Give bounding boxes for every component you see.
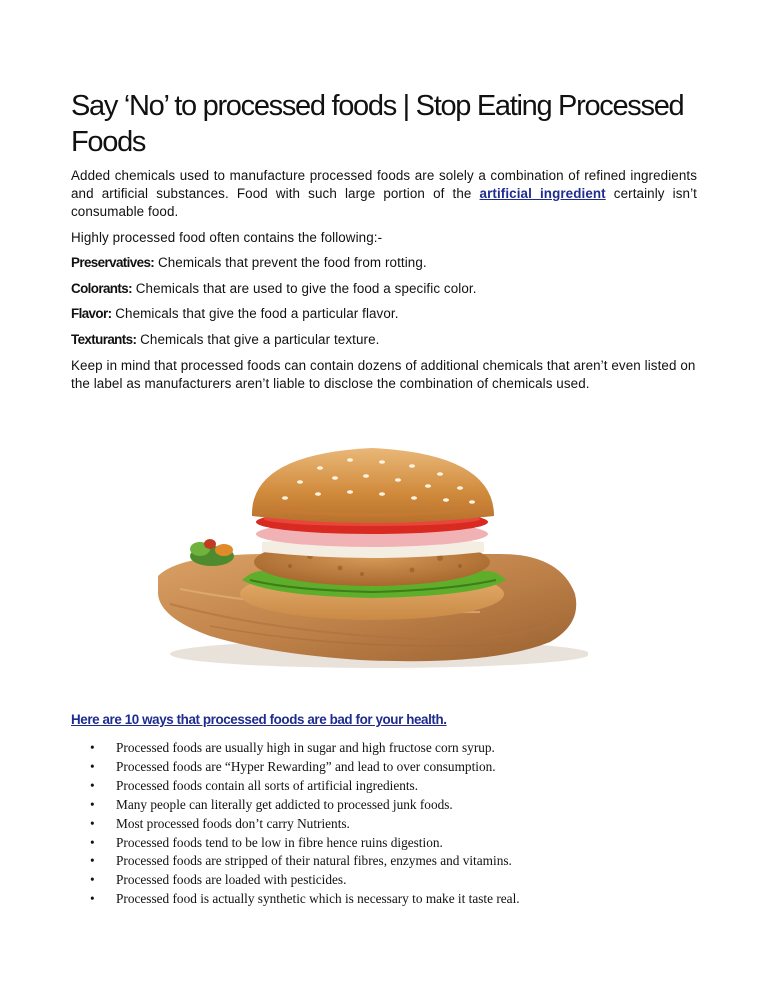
additive-term: Colorants:	[71, 281, 132, 296]
intro-paragraph	[71, 167, 697, 221]
bullet-dot: •	[90, 853, 95, 869]
list-item-text: Processed foods are “Hyper Rewarding” and lead to over consumption.	[116, 758, 496, 774]
bullet-dot: •	[90, 872, 95, 888]
bullet-dot: •	[90, 834, 95, 850]
bullet-dot: •	[90, 815, 95, 831]
list-item-text: Processed foods contain all sorts of artificial ingredients.	[116, 777, 419, 793]
additive-term: Texturants:	[71, 332, 137, 347]
additive-desc: Chemicals that prevent the food from rotting.	[154, 255, 427, 270]
bullet-dot: •	[90, 891, 95, 907]
list-item	[90, 758, 520, 777]
intro-text: Added chemicals used to manufacture processed foods are solely a combination of refined ingredients and artificial substances. Food with such large portion of the	[71, 168, 697, 201]
list-item-text: Processed foods are loaded with pesticides.	[116, 872, 347, 888]
list-item-text: Processed food is actually synthetic which is necessary to make it taste real.	[116, 891, 520, 907]
list-item	[90, 777, 520, 796]
additive-desc: Chemicals that give a particular texture.	[136, 332, 380, 347]
additive-preservatives	[71, 254, 427, 272]
bullet-dot: •	[90, 740, 95, 755]
bullet-dot: •	[90, 777, 95, 793]
health-bullet-list	[90, 739, 520, 909]
list-item	[90, 739, 520, 758]
list-item-text: Processed foods tend to be low in fibre hence ruins digestion.	[116, 834, 443, 850]
list-item	[90, 834, 520, 853]
additive-desc: Chemicals that are used to give the food a specific color.	[131, 281, 477, 296]
list-item	[90, 815, 520, 834]
health-list-heading-link[interactable]: Here are 10 ways that processed foods are bad for your health.	[71, 712, 447, 727]
list-item-text: Most processed foods don’t carry Nutrients.	[116, 815, 350, 831]
list-item	[90, 852, 520, 871]
bullet-dot: •	[90, 796, 95, 812]
additive-term: Flavor:	[71, 306, 112, 321]
keep-in-mind-paragraph: Keep in mind that processed foods can contain dozens of additional chemicals that aren’t even listed on the label as manufacturers aren’t liable to disclose the combination of chemicals used.	[71, 358, 696, 391]
additive-flavor	[71, 305, 399, 323]
list-item-text: Processed foods are stripped of their natural fibres, enzymes and vitamins.	[116, 853, 512, 869]
list-item-text: Processed foods are usually high in sugar and high fructose corn syrup.	[116, 740, 495, 755]
additive-desc: Chemicals that give the food a particular flavor.	[111, 306, 399, 321]
additive-term: Preservatives:	[71, 255, 155, 270]
list-item	[90, 796, 520, 815]
page-title: Say ‘No’ to processed foods | Stop Eating Processed Foods	[71, 90, 684, 158]
contains-intro: Highly processed food often contains the following:-	[71, 230, 383, 245]
intro-text-end: certainly isn’t consumable food.	[71, 186, 697, 219]
artificial-ingredient-link[interactable]: artificial ingredient	[479, 186, 606, 201]
list-item	[90, 871, 520, 890]
list-item-text: Many people can literally get addicted to processed junk foods.	[116, 796, 453, 812]
bullet-dot: •	[90, 758, 95, 774]
additive-texturants	[71, 331, 379, 349]
additive-colorants	[71, 280, 477, 298]
list-item	[90, 890, 520, 909]
burger-photo	[150, 404, 588, 686]
